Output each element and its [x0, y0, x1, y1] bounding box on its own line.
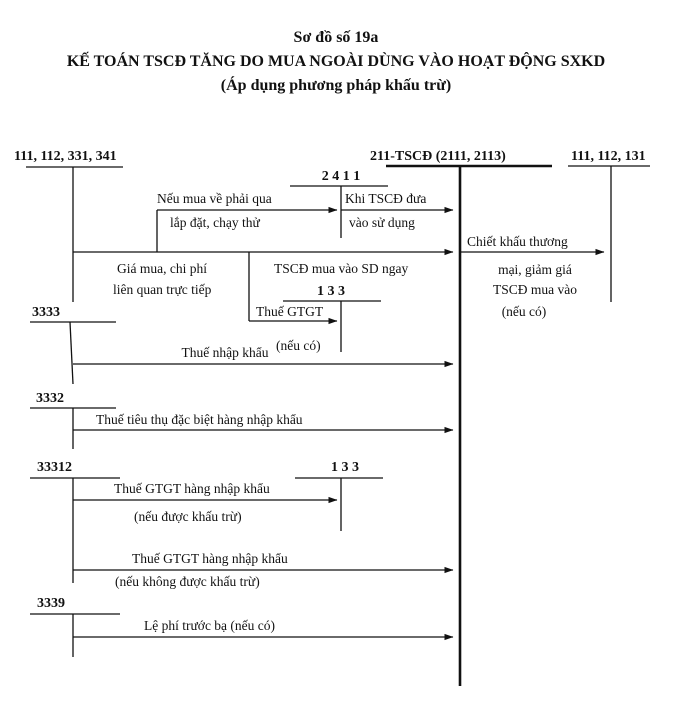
diagram-subtitle: (Áp dụng phương pháp khấu trừ) [220, 77, 452, 94]
account-111-131 [568, 166, 650, 302]
label-price-2: liên quan trực tiếp [113, 282, 212, 297]
account-3339 [30, 614, 120, 657]
label-special-tax: Thuế tiêu thụ đặc biệt hàng nhập khẩu [96, 412, 303, 427]
diagram-number: Sơ đồ số 19a [293, 29, 379, 46]
account-133-top-label: 1 3 3 [317, 284, 345, 299]
account-33312-label: 33312 [37, 460, 72, 475]
label-vat-1: Thuế GTGT [256, 304, 324, 319]
account-3333 [30, 322, 116, 384]
label-price-1: Giá mua, chi phí [117, 261, 207, 276]
label-reg-fee: Lệ phí trước bạ (nếu có) [144, 618, 276, 633]
account-33312 [30, 478, 120, 583]
label-direct-use: TSCĐ mua vào SD ngay [274, 261, 409, 276]
label-discount-3: TSCĐ mua vào [493, 282, 577, 297]
label-install-1: Nếu mua về phải qua [157, 191, 272, 206]
label-put-use-1: Khi TSCĐ đưa [345, 191, 427, 206]
account-3333-label: 3333 [32, 305, 60, 320]
label-discount-2: mại, giảm giá [498, 262, 572, 277]
account-211-label: 211-TSCĐ (2111, 2113) [370, 149, 506, 164]
account-111-131-label: 111, 112, 131 [571, 149, 646, 164]
label-install-2: lắp đặt, chạy thử [170, 215, 260, 230]
diagram-title: KẾ TOÁN TSCĐ TĂNG DO MUA NGOÀI DÙNG VÀO HOẠT ĐỘNG SXKD [66, 53, 606, 70]
account-2411-label: 2 4 1 1 [321, 169, 361, 184]
account-133-bottom-label: 1 3 3 [331, 460, 359, 475]
label-put-use-2: vào sử dụng [349, 215, 415, 230]
account-3332-label: 3332 [36, 391, 64, 406]
label-import-vat-nd-1: Thuế GTGT hàng nhập khẩu [132, 551, 288, 566]
account-133-bottom [295, 478, 383, 531]
label-discount-4: (nếu có) [501, 304, 547, 319]
account-3339-label: 3339 [37, 596, 65, 611]
account-111-341-label: 111, 112, 331, 341 [14, 149, 117, 164]
label-import-vat-nd-2: (nếu không được khấu trừ) [115, 574, 260, 589]
label-import-vat-1: Thuế GTGT hàng nhập khẩu [114, 481, 270, 496]
label-vat-2: (nếu có) [276, 338, 321, 353]
label-discount-1: Chiết khấu thương [467, 234, 568, 249]
label-import-vat-2: (nếu được khấu trừ) [134, 509, 242, 524]
account-111-341 [26, 167, 123, 302]
label-import-tax: Thuế nhập khẩu [181, 345, 269, 360]
